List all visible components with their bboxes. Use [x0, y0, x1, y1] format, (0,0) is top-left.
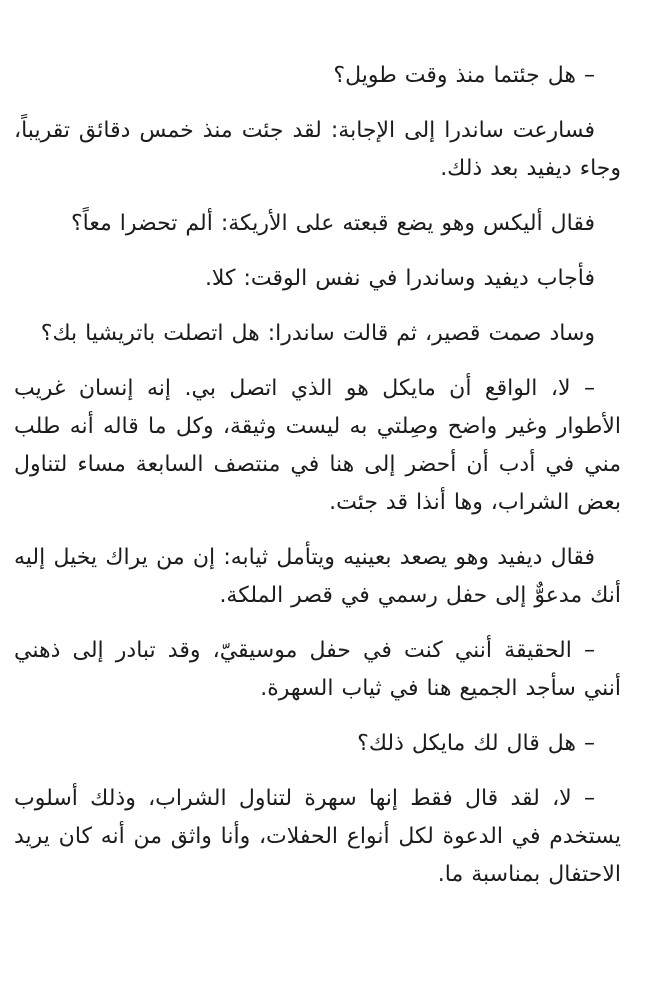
paragraph-dialogue-8: – الحقيقة أنني كنت في حفل موسيقيّ، وقد تبادر إلى ذهني أنني سأجد الجميع هنا في ثياب السهرة.: [14, 638, 621, 701]
paragraph-dialogue-1: – هل جئتما منذ وقت طويل؟: [333, 63, 595, 88]
paragraph-narration-5: وساد صمت قصير، ثم قالت ساندرا: هل اتصلت باتريشيا بك؟: [40, 321, 595, 346]
paragraph-narration-3: فقال أليكس وهو يضع قبعته على الأريكة: ألم تحضرا معاً؟: [70, 211, 595, 236]
paragraph-narration-2: فسارعت ساندرا إلى الإجابة: لقد جئت منذ خمس دقائق تقريباً، وجاء ديفيد بعد ذلك.: [14, 118, 621, 181]
text-block: [14, 57, 621, 894]
paragraph-dialogue-10: – لا، لقد قال فقط إنها سهرة لتناول الشراب، وذلك أسلوب يستخدم في الدعوة لكل أنواع الحفلات، وأنا واثق من أنه كان يريد الاحتفال بمناسبة ما.: [14, 786, 621, 887]
paragraph-dialogue-9: – هل قال لك مايكل ذلك؟: [357, 731, 595, 756]
paragraph-narration-4: فأجاب ديفيد وساندرا في نفس الوقت: كلا.: [204, 266, 595, 291]
paragraph-narration-7: فقال ديفيد وهو يصعد بعينيه ويتأمل ثيابه: إن من يراك يخيل إليه أنك مدعوٌّ إلى حفل رسمي في قصر الملكة.: [14, 545, 621, 608]
paragraph-dialogue-6: – لا، الواقع أن مايكل هو الذي اتصل بي. إنه إنسان غريب الأطوار وغير واضح وصِلتي به ليست وثيقة، وكل ما قاله أنه طلب مني في أدب أن أحضر إلى هنا في منتصف السابعة مساء لتناول بعض الشراب، وها أنذا قد جئت.: [14, 376, 621, 515]
